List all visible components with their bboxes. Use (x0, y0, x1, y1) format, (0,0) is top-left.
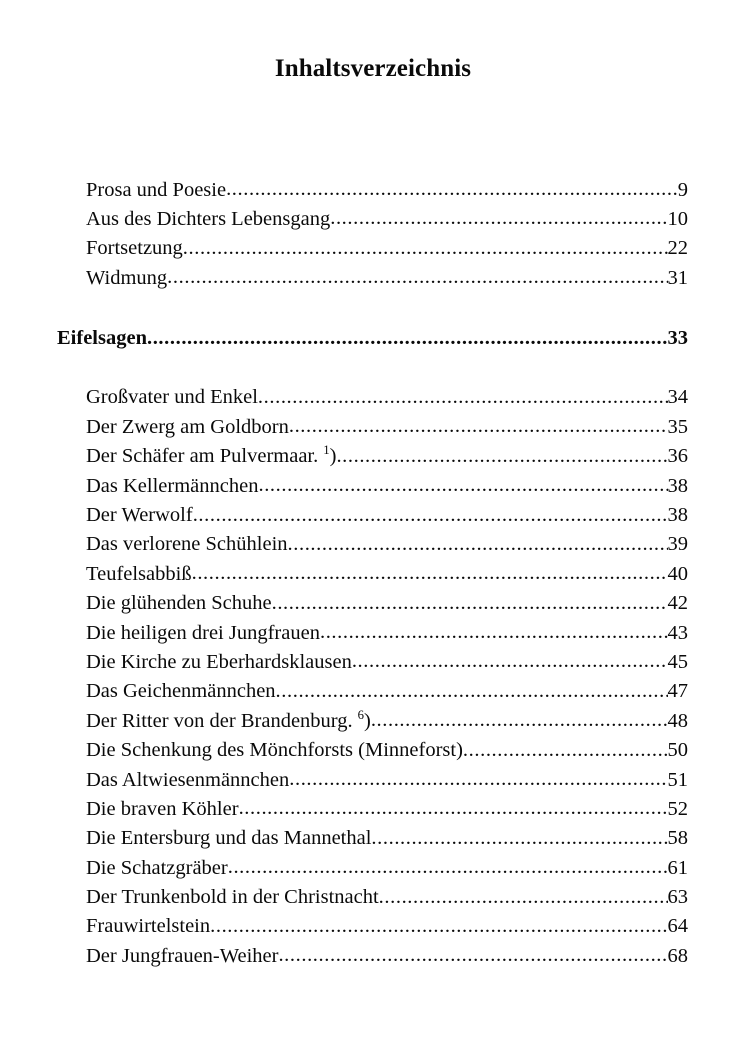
toc-entry[interactable] (0, 883, 746, 912)
toc-entry[interactable] (0, 204, 746, 233)
toc-entry[interactable] (0, 559, 746, 588)
toc-entry-page-number: 43 (667, 621, 688, 644)
toc-entry-page-number: 22 (667, 237, 688, 260)
toc-leader-dots (320, 618, 668, 639)
toc-leader-dots (147, 324, 668, 345)
toc-entry-title: Der Zwerg am Goldborn (86, 415, 289, 438)
toc-group-spacer (0, 293, 746, 324)
toc-entry[interactable] (0, 263, 746, 292)
toc-entry[interactable] (0, 442, 746, 471)
toc-leader-dots (193, 501, 668, 522)
toc-entry[interactable] (0, 765, 746, 794)
toc-entry[interactable] (0, 794, 746, 823)
toc-entry-page-number: 47 (667, 680, 688, 703)
toc-entry-title: Eifelsagen (57, 327, 147, 350)
toc-entry[interactable] (0, 412, 746, 441)
toc-leader-dots (371, 706, 668, 727)
toc-leader-dots (352, 647, 668, 668)
toc-leader-dots (289, 412, 668, 433)
toc-entry-page-number: 39 (667, 533, 688, 556)
toc-entry-footnote-marker[interactable]: $^6$) (357, 707, 371, 732)
toc-entry-title: Frauwirtelstein (86, 915, 211, 938)
toc-entry-title: Die Schatzgräber (86, 856, 228, 879)
toc-entry[interactable] (0, 736, 746, 765)
toc-entry[interactable] (0, 234, 746, 263)
toc-entry-title: Das Kellermännchen (86, 474, 259, 497)
toc-entry-title: Das Altwiesenmännchen (86, 768, 290, 791)
toc-entry[interactable] (0, 912, 746, 941)
toc-entry-title: Der Jungfrauen-Weiher (86, 944, 279, 967)
toc-entry-title: Die heiligen drei Jungfrauen (86, 621, 320, 644)
toc-entry[interactable] (0, 471, 746, 500)
toc-entry-page-number: 42 (667, 592, 688, 615)
toc-entry-page-number: 50 (667, 739, 688, 762)
toc-leader-dots (336, 442, 667, 463)
toc-entry-page-number: 31 (667, 266, 688, 289)
toc-entry-page-number: 63 (667, 886, 688, 909)
toc-entry-page-number: 58 (667, 827, 688, 850)
toc-entry[interactable] (0, 824, 746, 853)
toc-leader-dots (379, 883, 668, 904)
toc-entry-title: Großvater und Enkel (86, 386, 258, 409)
toc-entry-title: Die Entersburg und das Mannethal (86, 827, 372, 850)
toc-entry-title: Teufelsabbiß (86, 562, 192, 585)
toc-leader-dots (288, 530, 668, 551)
toc-entry-title: Widmung (86, 266, 168, 289)
toc-entry-page-number: 35 (667, 415, 688, 438)
toc-entry[interactable] (0, 853, 746, 882)
toc-entry[interactable] (0, 647, 746, 676)
toc-group-spacer (0, 353, 746, 383)
toc-entry-page-number: 40 (667, 562, 688, 585)
toc-entry-title: Das Geichenmännchen (86, 680, 276, 703)
toc-entry-title: Prosa und Poesie (86, 178, 227, 201)
toc-entry-page-number: 64 (667, 915, 688, 938)
toc-leader-dots (183, 234, 668, 255)
toc-entry-title: Fortsetzung (86, 237, 183, 260)
toc-leader-dots (278, 941, 667, 962)
toc-group-eifelsagen-entries (0, 383, 746, 971)
toc-leader-dots (371, 824, 667, 845)
toc-entry-page-number: 34 (667, 386, 688, 409)
toc-entry-footnote-marker[interactable]: $^1$) (323, 443, 337, 468)
toc-entry[interactable] (0, 383, 746, 412)
toc-entry[interactable] (0, 501, 746, 530)
toc-entry-title: Die glühenden Schuhe (86, 592, 272, 615)
toc-leader-dots (258, 383, 668, 404)
toc-leader-dots (192, 559, 668, 580)
toc-leader-dots (272, 589, 668, 610)
toc-leader-dots (226, 175, 678, 196)
toc-entry-title: Die braven Köhler (86, 797, 239, 820)
toc-group-front-matter (0, 175, 746, 293)
toc-entry[interactable] (0, 618, 746, 647)
table-of-contents (0, 175, 746, 971)
toc-entry-page-number: 38 (667, 474, 688, 497)
toc-entry-page-number: 48 (667, 709, 688, 732)
toc-entry[interactable] (0, 677, 746, 706)
toc-leader-dots (463, 736, 668, 757)
toc-entry-title: Der Ritter von der Brandenburg. (86, 709, 353, 732)
toc-entry-page-number: 33 (667, 327, 688, 350)
toc-section-heading[interactable] (0, 324, 746, 353)
toc-leader-dots (239, 794, 668, 815)
toc-leader-dots (258, 471, 667, 492)
toc-entry[interactable] (0, 530, 746, 559)
toc-entry-title: Die Schenkung des Mönchforsts (Minneforst) (86, 739, 463, 762)
toc-entry-page-number: 68 (667, 944, 688, 967)
toc-leader-dots (167, 263, 667, 284)
toc-entry[interactable] (0, 706, 746, 735)
toc-entry[interactable] (0, 175, 746, 204)
toc-entry-page-number: 51 (667, 768, 688, 791)
toc-leader-dots (228, 853, 668, 874)
toc-leader-dots (330, 204, 667, 225)
page-title: Inhaltsverzeichnis (274, 55, 472, 82)
toc-entry-page-number: 38 (667, 504, 688, 527)
toc-entry-title: Das verlorene Schühlein (86, 533, 288, 556)
toc-entry-title: Der Trunkenbold in der Christnacht (86, 886, 379, 909)
toc-entry[interactable] (0, 941, 746, 970)
toc-entry-page-number: 52 (667, 797, 688, 820)
toc-group-eifelsagen-heading (0, 324, 746, 353)
toc-entry-page-number: 36 (667, 445, 688, 468)
toc-entry-title: Aus des Dichters Lebensgang (86, 207, 331, 230)
toc-leader-dots (289, 765, 667, 786)
toc-entry-page-number: 61 (667, 856, 688, 879)
toc-entry[interactable] (0, 589, 746, 618)
toc-entry-page-number: 45 (667, 650, 688, 673)
toc-entry-title: Die Kirche zu Eberhardsklausen (86, 650, 352, 673)
toc-entry-page-number: 9 (677, 178, 688, 201)
toc-entry-title: Der Schäfer am Pulvermaar. (86, 445, 319, 468)
toc-leader-dots (276, 677, 668, 698)
toc-leader-dots (210, 912, 667, 933)
toc-entry-title: Der Werwolf (86, 504, 193, 527)
toc-entry-page-number: 10 (667, 207, 688, 230)
